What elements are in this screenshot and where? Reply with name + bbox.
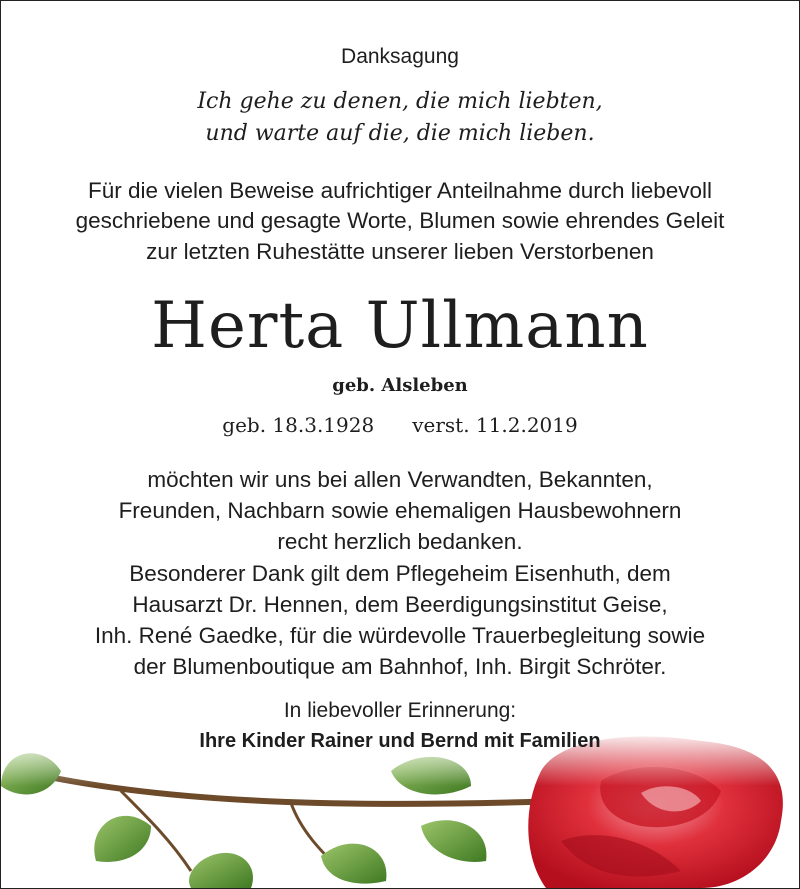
notice-heading: Danksagung — [341, 45, 459, 68]
thanks-line-4: Besonderer Dank gilt dem Pflegeheim Eisenhuth, dem — [129, 561, 671, 586]
birth-name: geb. Alsleben — [332, 375, 468, 396]
thanks-line-7: der Blumenboutique am Bahnhof, Inh. Birgit Schröter. — [133, 654, 667, 679]
motto-line-2: und warte auf die, die mich lieben. — [205, 121, 595, 146]
thanks-line-1: möchten wir uns bei allen Verwandten, Bekannten, — [147, 467, 653, 492]
motto-line-1: Ich gehe zu denen, die mich liebten, — [197, 89, 603, 114]
intro-line-1: Für die vielen Beweise aufrichtiger Anteilnahme durch liebevoll — [87, 178, 713, 203]
thanks-line-3: recht herzlich bedanken. — [277, 529, 523, 554]
thanks-line-5: Hausarzt Dr. Hennen, dem Beerdigungsinstitut Geise, — [132, 592, 668, 617]
life-dates — [1, 413, 799, 437]
intro-line-3: zur letzten Ruhestätte unserer lieben Verstorbenen — [146, 239, 654, 264]
intro-line-2: geschriebene und gesagte Worte, Blumen sowie ehrendes Geleit — [75, 208, 725, 233]
birth-date: geb. 18.3.1928 — [222, 413, 375, 437]
closing-line: In liebevoller Erinnerung: — [283, 699, 517, 722]
signature-line: Ihre Kinder Rainer und Bernd mit Familien — [199, 730, 601, 752]
death-date: verst. 11.2.2019 — [412, 413, 578, 437]
thanks-line-6: Inh. René Gaedke, für die würdevolle Trauerbegleitung sowie — [94, 623, 706, 648]
red-rose-icon — [1, 731, 799, 888]
deceased-name: Herta Ullmann — [151, 289, 649, 363]
thanks-line-2: Freunden, Nachbarn sowie ehemaligen Hausbewohnern — [118, 498, 682, 523]
